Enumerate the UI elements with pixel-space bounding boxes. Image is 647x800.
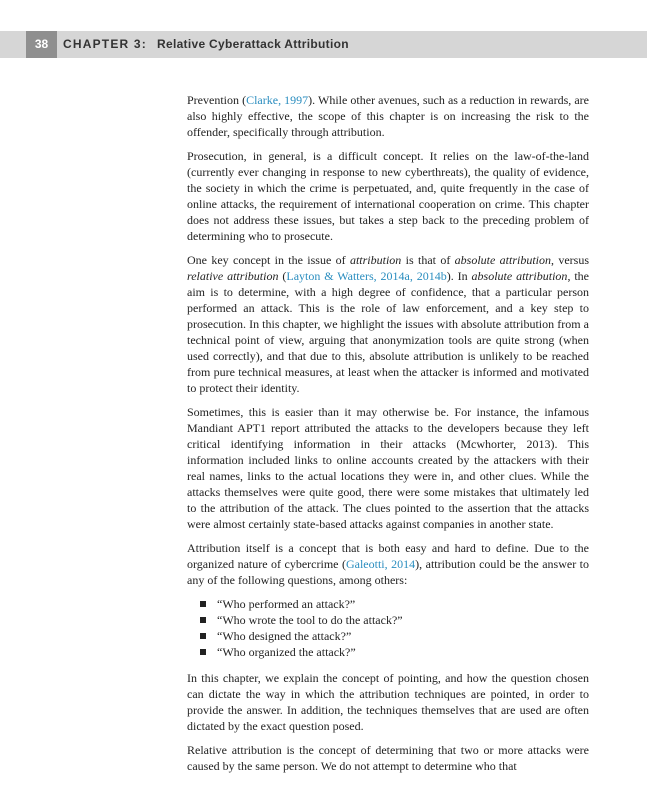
paragraph-prosecution	[187, 148, 589, 244]
text-run: is that of	[401, 253, 455, 267]
paragraph-prevention	[187, 92, 589, 140]
emphasis-term: attribution	[349, 253, 402, 267]
page-body	[187, 92, 589, 782]
text-run: Sometimes, this is easier than it may otherwise be. For instance, the infamous Mandiant APT1 report attributed the attacks to the developers because they left critical identifying information in their attacks (Mcwhorter, 2013). This information included links to online accounts created by the attackers with their real names, links to the actual locations they were in, and other clues. While the attacks themselves were quite good, there were some mistakes that ultimately led to the attribution of the attack. The clues pointed to the assertion that the attacks were almost certainly state-based attacks against companies in another state.	[187, 405, 589, 531]
paragraph-attribution-itself	[187, 540, 589, 588]
page-number: 38	[26, 31, 57, 58]
citation-link-clarke[interactable]: Clarke, 1997	[246, 93, 309, 107]
text-run: One key concept in the issue of	[187, 253, 350, 267]
emphasis-term: relative attribution	[187, 269, 279, 283]
text-run: Attribution itself is a concept that is both easy and hard to define. Due to the organized nature of cybercrime (	[187, 541, 589, 571]
paragraph-sometimes	[187, 404, 589, 532]
square-bullet-icon	[200, 601, 206, 607]
chapter-title: Relative Cyberattack Attribution	[157, 37, 349, 51]
square-bullet-icon	[200, 649, 206, 655]
list-item-text: “Who organized the attack?”	[217, 645, 356, 659]
chapter-label: CHAPTER 3:	[63, 37, 148, 51]
text-run: Relative attribution is the concept of determining that two or more attacks were caused by the same person. We do not attempt to determine who that	[187, 743, 589, 773]
list-item	[187, 644, 589, 660]
paragraph-relative-attribution	[187, 742, 589, 774]
citation-link-galeotti[interactable]: Galeotti, 2014	[345, 557, 416, 571]
paragraph-pointing	[187, 670, 589, 734]
citation-link-layton-watters[interactable]: Layton & Watters, 2014a, 2014b	[286, 269, 447, 283]
paragraph-key-concept	[187, 252, 589, 396]
text-run: ), attribution could be the answer to any of the following questions, among others:	[187, 557, 590, 587]
text-run: ). In	[446, 269, 472, 283]
text-run: , the aim is to determine, with a high degree of confidence, that a particular person performed an attack. This is the role of law enforcement, and a key step to prosecution. In this chapter, we highlight the issues with absolute attribution from a technical point of view, arguing that anonymization tools are quite strong (when used correctly), and that due to this, absolute attribution is unlikely to be reached from pure technical measures, at least when the attacker is informed and motivated to protect their identity.	[187, 269, 589, 395]
list-item	[187, 628, 589, 644]
text-run: ). While other avenues, such as a reduction in rewards, are also highly effective, the scope of this chapter is on increasing the risk to the offender, specifically through attribution.	[187, 93, 589, 139]
list-item-text: “Who designed the attack?”	[217, 629, 352, 643]
text-run: Prevention (	[187, 93, 247, 107]
list-item	[187, 596, 589, 612]
emphasis-term: absolute attribution	[454, 253, 551, 267]
square-bullet-icon	[200, 633, 206, 639]
square-bullet-icon	[200, 617, 206, 623]
text-run: (	[278, 269, 287, 283]
text-run: , versus	[551, 253, 589, 267]
list-item-text: “Who wrote the tool to do the attack?”	[217, 613, 403, 627]
text-run: Prosecution, in general, is a difficult concept. It relies on the law-of-the-land (currently ever changing in response to new cyberthreats), the quality of evidence, the society in which the crime is perpetuated, and, quite frequently in the case of online attacks, the requirement of international cooperation on crime. This chapter does not address these issues, but takes a step back to the preceding problem of determining who to prosecute.	[187, 149, 589, 243]
emphasis-term: absolute attribution	[471, 269, 568, 283]
question-list	[187, 596, 589, 660]
list-item-text: “Who performed an attack?”	[217, 597, 356, 611]
text-run: In this chapter, we explain the concept of pointing, and how the question chosen can dictate the way in which the attribution techniques are pointed, in order to provide the answer. In addition, the techniques themselves that are used are often dictated by the exact question posed.	[187, 671, 589, 733]
list-item	[187, 612, 589, 628]
